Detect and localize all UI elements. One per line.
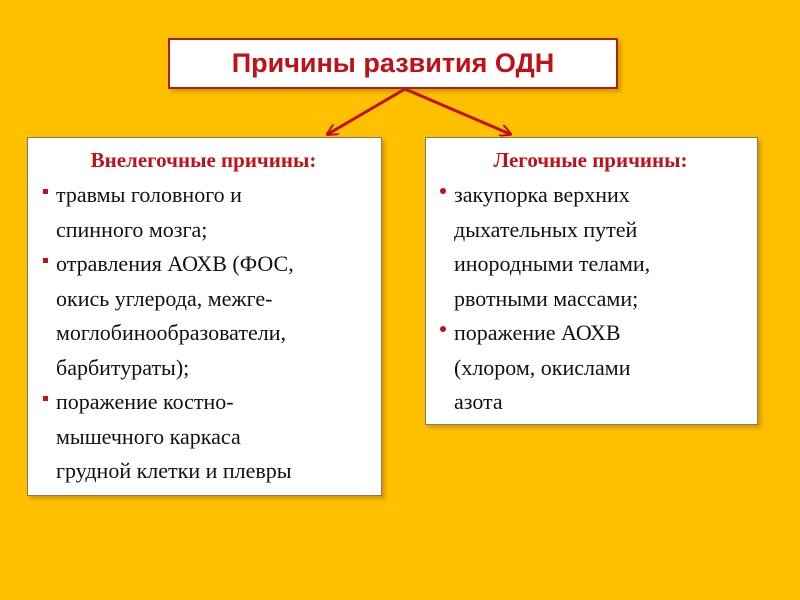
pulmonary-heading: Легочные причины: xyxy=(493,148,688,172)
item-line: поражение костно- xyxy=(56,389,234,414)
item-line: поражение АОХВ xyxy=(454,320,621,345)
list-item xyxy=(434,178,747,316)
item-line: дыхательных путей xyxy=(454,216,638,242)
pulmonary-list xyxy=(434,178,747,420)
arrow-to-left-panel xyxy=(328,89,405,134)
item-line: грудной клетки и плевры xyxy=(56,458,292,483)
diagram-title: Причины развития ОДН xyxy=(168,38,618,89)
list-item xyxy=(434,316,747,420)
item-line: рвотными массами; xyxy=(454,285,639,311)
list-item xyxy=(36,247,371,385)
item-line: отравления АОХВ (ФОС, xyxy=(56,251,294,276)
list-item xyxy=(36,178,371,247)
square-bullet-icon xyxy=(38,178,52,213)
extrapulmonary-causes-panel xyxy=(27,137,382,496)
pulmonary-causes-panel xyxy=(425,137,758,425)
item-line: окись углерода, межге- xyxy=(56,285,273,311)
list-item xyxy=(36,385,371,489)
dot-bullet-icon xyxy=(436,316,450,351)
extrapulmonary-heading: Внелегочные причины: xyxy=(90,148,317,172)
item-line: (хлором, окислами xyxy=(454,354,631,380)
item-line: закупорка верхних xyxy=(454,182,630,207)
item-line: азота xyxy=(454,389,503,414)
item-line: травмы головного и xyxy=(56,182,242,207)
square-bullet-icon xyxy=(38,385,52,420)
item-line: инородными телами, xyxy=(454,251,651,276)
extrapulmonary-list xyxy=(36,178,371,489)
arrow-to-right-panel xyxy=(405,89,510,134)
item-line: моглобинообразователи, xyxy=(56,320,286,345)
item-line: спинного мозга; xyxy=(56,216,208,242)
item-line: барбитураты); xyxy=(56,354,190,380)
square-bullet-icon xyxy=(38,247,52,282)
dot-bullet-icon xyxy=(436,178,450,213)
item-line: мышечного каркаса xyxy=(56,423,241,449)
